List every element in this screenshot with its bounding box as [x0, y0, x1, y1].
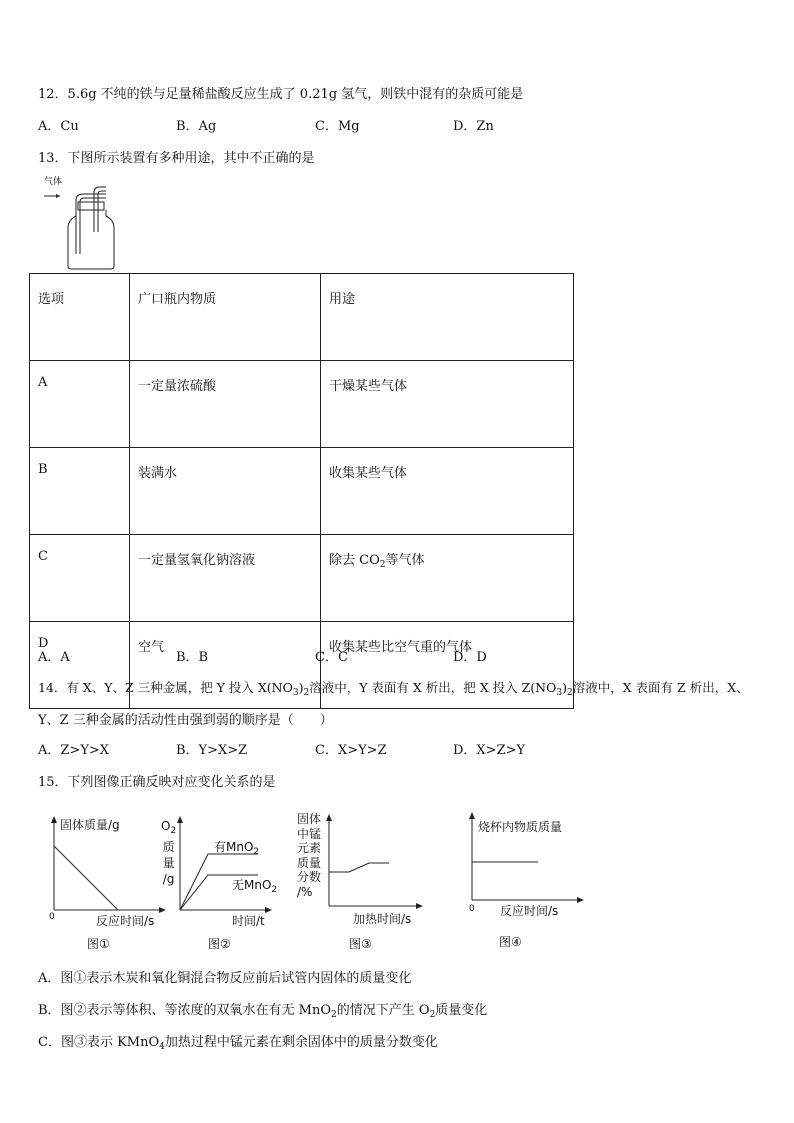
graph-3-xlabel: 加热时间/s [353, 912, 412, 926]
table-row [30, 448, 574, 535]
table-cell: A [30, 361, 130, 448]
graph-3-caption: 图③ [349, 937, 372, 951]
table-cell: B [30, 448, 130, 535]
q14-option-d: D．X>Z>Y [453, 743, 526, 758]
q14-stem-line2: Y、Z 三种金属的活动性由强到弱的顺序是（ ） [38, 713, 333, 728]
cell-text: 除去 CO [329, 553, 380, 568]
q13-option-c: C．C [315, 650, 348, 665]
q14-option-a: A．Z>Y>X [38, 743, 110, 758]
table-header-cell: 选项 [30, 274, 130, 361]
graph-4-caption: 图④ [499, 935, 522, 949]
graph-4-origin: 0 [469, 904, 475, 914]
q12-stem: 12．5.6g 不纯的铁与足量稀盐酸反应生成了 0.21g 氢气，则铁中混有的杂质可能是 [38, 87, 524, 102]
q12-option-b: B．Ag [176, 119, 217, 134]
graph-2-caption: 图② [208, 937, 231, 951]
q14-stem-line1: 14．有 X、Y、Z 三种金属，把 Y 投入 $X(NO_3)_2$溶液中，Y 表面有 X 析出，把 X 投入 $Z(NO_3)_2$溶液中，X 表面有 Z 析出，X、 [38, 680, 749, 698]
graph-1 [40, 812, 170, 952]
graph-1-xlabel: 反应时间/s [96, 914, 155, 928]
graph-2-line2-label: 无MnO$_2$ [232, 878, 278, 895]
graph-4-ylabel: 烧杯内物质质量 [478, 820, 563, 834]
table-cell: 收集某些气体 [321, 448, 574, 535]
table-cell: 干燥某些气体 [321, 361, 574, 448]
table-cell: 一定量浓硫酸 [130, 361, 321, 448]
q15-stem: 15．下列图像正确反映对应变化关系的是 [38, 775, 276, 790]
q13-option-d: D．D [453, 650, 487, 665]
q14-option-b: B．Y>X>Z [176, 743, 248, 758]
q15-option-a: A．图①表示木炭和氧化铜混合物反应前后试管内固体的质量变化 [38, 971, 412, 986]
graph-3-ylabel: 固体 中锰 元素 质量 分数 /% [297, 812, 322, 899]
table-cell: C [30, 535, 130, 622]
graph-2-line1-label: 有MnO$_2$ [214, 840, 260, 857]
table-row [30, 535, 574, 622]
q13-option-a: A．A [38, 650, 70, 665]
q13-stem: 13．下图所示装置有多种用途，其中不正确的是 [38, 151, 315, 166]
table-cell: 收集某些比空气重的气体 [321, 622, 574, 709]
table-cell: 空气 [130, 622, 321, 709]
graph-4 [458, 808, 598, 952]
graph-1-ylabel: 固体质量/g [60, 818, 120, 832]
table-cell: D [30, 622, 130, 709]
table-cell [321, 535, 574, 622]
gas-bottle-apparatus [40, 172, 120, 272]
graph-4-xlabel: 反应时间/s [500, 904, 559, 918]
gas-bottle-icon [40, 172, 120, 272]
q12-option-d: D．Zn [453, 119, 494, 134]
cell-text: 等气体 [385, 553, 425, 568]
q12-option-c: C．Mg [315, 119, 360, 134]
graph-3 [293, 806, 428, 952]
q13-option-b: B．B [176, 650, 209, 665]
table-cell: 一定量氢氧化钠溶液 [130, 535, 321, 622]
graph-1-origin: 0 [49, 912, 55, 922]
q14-option-c: C．X>Y>Z [315, 743, 387, 758]
graph-2-ylabel: $O_2$ 质 量 /g [161, 819, 177, 886]
q13-table [29, 273, 574, 709]
q15-option-b: B．图②表示等体积、等浓度的双氧水在有无 MnO$_2$的情况下产生 $O_2$质量变化 [38, 1003, 488, 1020]
table-header-cell: 用途 [321, 274, 574, 361]
subscript: 2 [379, 560, 386, 570]
graph-2 [158, 812, 278, 952]
table-header-cell: 广口瓶内物质 [130, 274, 321, 361]
q12-option-a: A．Cu [38, 119, 79, 134]
q15-option-c: C．图③表示 KMnO$_4$加热过程中锰元素在剩余固体中的质量分数变化 [38, 1035, 438, 1052]
table-header-row [30, 274, 574, 361]
graph-2-xlabel: 时间/t [232, 914, 265, 928]
table-row [30, 361, 574, 448]
apparatus-gas-label: 气体 [44, 177, 63, 187]
table-cell: 装满水 [130, 448, 321, 535]
graph-1-caption: 图① [87, 937, 110, 951]
